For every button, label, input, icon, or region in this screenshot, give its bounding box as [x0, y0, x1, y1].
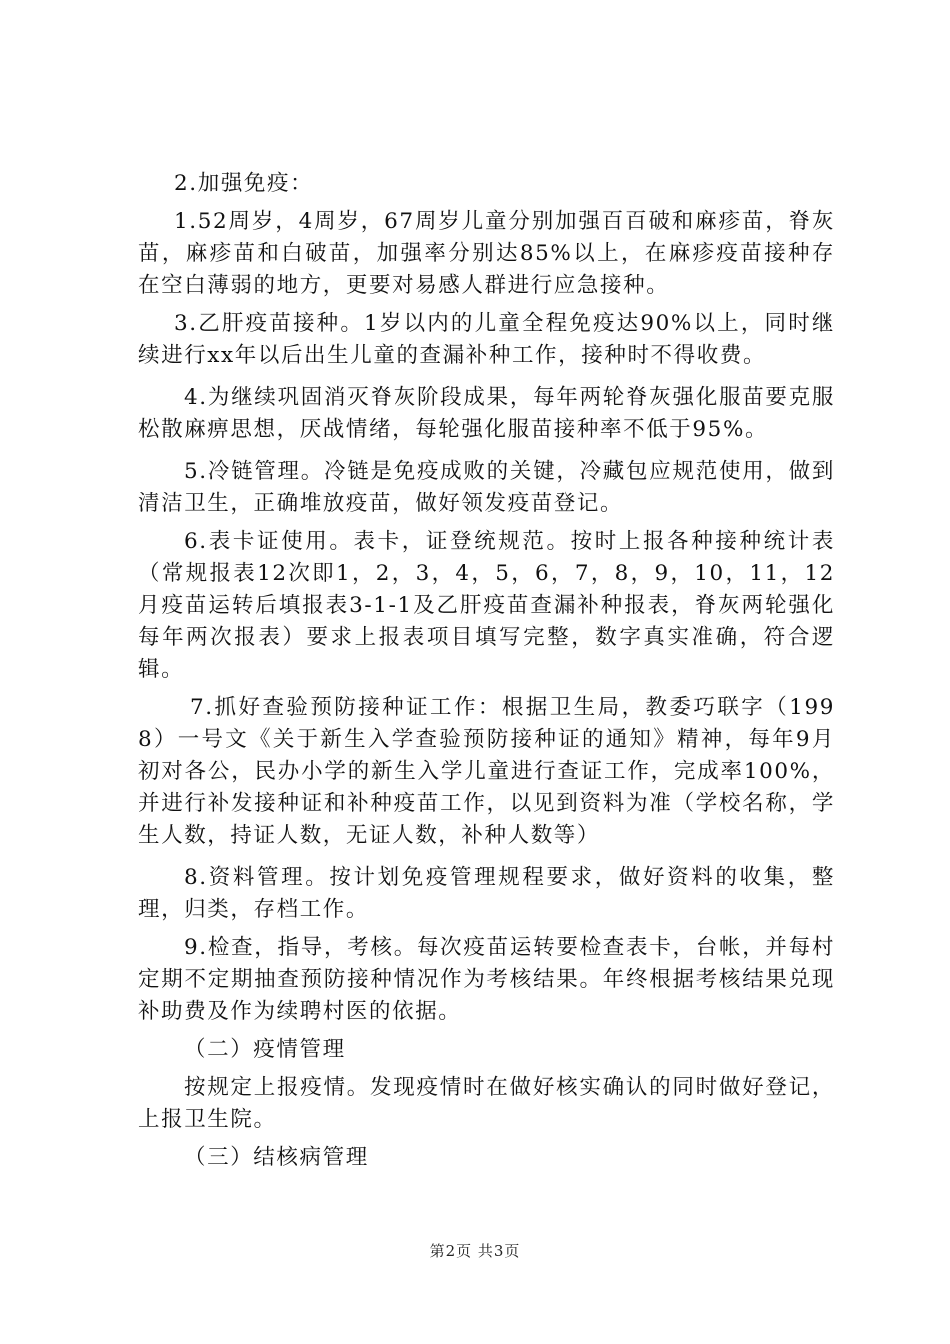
- section-heading-epidemic-management: （二）疫情管理: [184, 1037, 346, 1062]
- paragraph-records-item-8: 8.资料管理。按计划免疫管理规程要求，做好资料的收集，整理，归类，存档工作。: [138, 865, 835, 922]
- document-body: [138, 168, 835, 1174]
- paragraph-epidemic-reporting: 按规定上报疫情。发现疫情时在做好核实确认的同时做好登记，上报卫生院。: [138, 1075, 835, 1132]
- paragraph-cold-chain-item-5: 5.冷链管理。冷链是免疫成败的关键，冷藏包应规范使用，做到清洁卫生，正确堆放疫苗，做好领发疫苗登记。: [138, 459, 835, 516]
- page-number-footer: 第2页 共3页: [429, 1242, 521, 1260]
- paragraph-certificate-check-item-7: 7.抓好查验预防接种证工作：根据卫生局，教委巧联字（1998）一号文《关于新生入学查验预防接种证的通知》精神，每年9月初对各公，民办小学的新生入学儿童进行查证工作，完成率100%，并进行补发接种证和补种疫苗工作，以见到资料为准（学校名称，学生人数，持证人数，无证人数，补种人数等）: [138, 695, 835, 848]
- paragraph-inspection-item-9: 9.检查，指导，考核。每次疫苗运转要检查表卡，台帐，并每村定期不定期抽查预防接种情况作为考核结果。年终根据考核结果兑现补助费及作为续聘村医的依据。: [138, 935, 835, 1024]
- section-heading-tuberculosis-management: （三）结核病管理: [184, 1145, 369, 1170]
- paragraph-hepatitis-b-item-3: 3.乙肝疫苗接种。1岁以内的儿童全程免疫达90%以上，同时继续进行xx年以后出生儿童的查漏补种工作，接种时不得收费。: [138, 311, 835, 368]
- paragraph-booster-item-1: 1.52周岁，4周岁，67周岁儿童分别加强百百破和麻疹苗，脊灰苗，麻疹苗和白破苗，加强率分别达85%以上，在麻疹疫苗接种存在空白薄弱的地方，更要对易感人群进行应急接种。: [138, 209, 835, 298]
- paragraph-polio-item-4: 4.为继续巩固消灭脊灰阶段成果，每年两轮脊灰强化服苗要克服松散麻痹思想，厌战情绪，每轮强化服苗接种率不低于95%。: [138, 385, 835, 442]
- paragraph-forms-item-6: 6.表卡证使用。表卡，证登统规范。按时上报各种接种统计表（常规报表12次即1，2，3，4，5，6，7，8，9，10，11，12月疫苗运转后填报表3-1-1及乙肝疫苗查漏补种报表，脊灰两轮强化每年两次报表）要求上报表项目填写完整，数字真实准确，符合逻辑。: [138, 529, 835, 682]
- paragraph-booster-immunization-heading: 2.加强免疫：: [174, 171, 314, 196]
